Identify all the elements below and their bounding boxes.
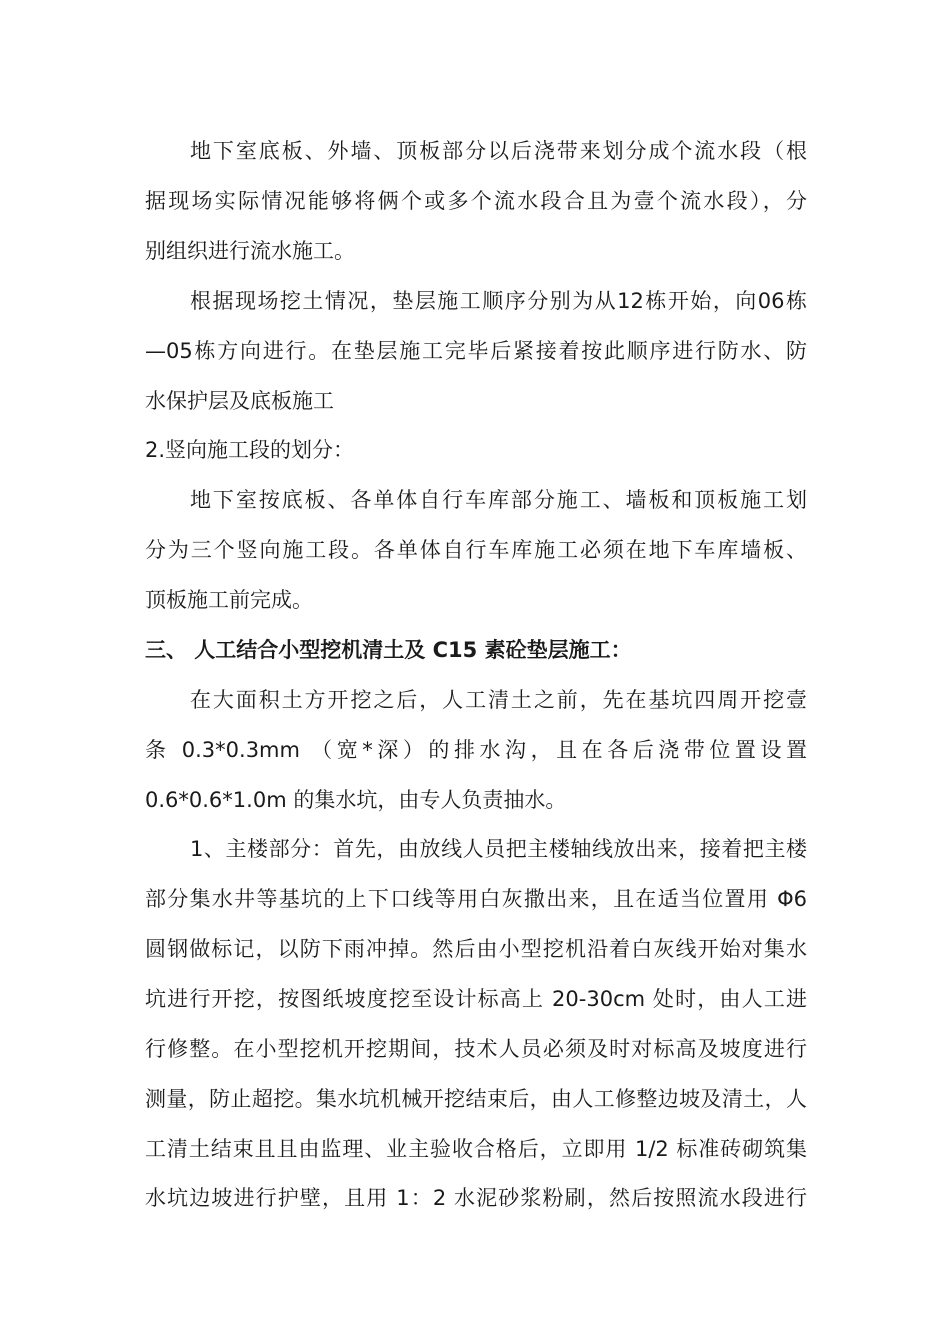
paragraph-6-line-3: 0.6*0.6*1.0m 的集水坑，由专人负责抽水。 [145,788,567,812]
paragraph-2-line-1: 根据现场挖土情况，垫层施工顺序分别为从12栋开始，向06栋 [190,289,807,313]
paragraph-2-line-2: —05栋方向进行。在垫层施工完毕后紧接着按此顺序进行防水、防 [145,339,807,363]
section-subheading: 2.竖向施工段的划分： [145,438,355,462]
paragraph-6-line-1: 在大面积土方开挖之后，人工清土之前，先在基坑四周开挖壹 [190,688,807,712]
paragraph-6-line-2: 条 0.3*0.3mm （宽*深）的排水沟，且在各后浇带位置设置 [145,738,807,762]
paragraph-1-line-1: 地下室底板、外墙、顶板部分以后浇带来划分成个流水段（根 [190,139,807,163]
paragraph-7-line-8: 水坑边坡进行护壁，且用 1：2 水泥砂浆粉刷，然后按照流水段进行 [145,1186,807,1210]
paragraph-7-line-3: 圆钢做标记，以防下雨冲掉。然后由小型挖机沿着白灰线开始对集水 [145,937,807,961]
section-heading: 三、 人工结合小型挖机清土及 C15 素砼垫层施工： [145,638,632,662]
paragraph-4-line-3: 顶板施工前完成。 [145,588,313,612]
paragraph-7-line-6: 测量，防止超挖。集水坑机械开挖结束后，由人工修整边坡及清土，人 [145,1087,807,1111]
paragraph-7-line-2: 部分集水井等基坑的上下口线等用白灰撒出来，且在适当位置用 Φ6 [145,887,807,911]
paragraph-2-line-3: 水保护层及底板施工 [145,389,334,413]
paragraph-7-line-5: 行修整。在小型挖机开挖期间，技术人员必须及时对标高及坡度进行 [145,1037,807,1061]
paragraph-1-line-3: 别组织进行流水施工。 [145,239,355,263]
paragraph-4-line-1: 地下室按底板、各单体自行车库部分施工、墙板和顶板施工划 [190,488,807,512]
paragraph-4-line-2: 分为三个竖向施工段。各单体自行车库施工必须在地下车库墙板、 [145,538,807,562]
paragraph-7-line-1: 1、主楼部分：首先，由放线人员把主楼轴线放出来，接着把主楼 [190,837,807,861]
paragraph-1-line-2: 据现场实际情况能够将俩个或多个流水段合且为壹个流水段），分 [145,189,807,213]
paragraph-7-line-4: 坑进行开挖，按图纸坡度挖至设计标高上 20-30cm 处时，由人工进 [145,987,807,1011]
paragraph-7-line-7: 工清土结束且且由监理、业主验收合格后，立即用 1/2 标准砖砌筑集 [145,1137,807,1161]
